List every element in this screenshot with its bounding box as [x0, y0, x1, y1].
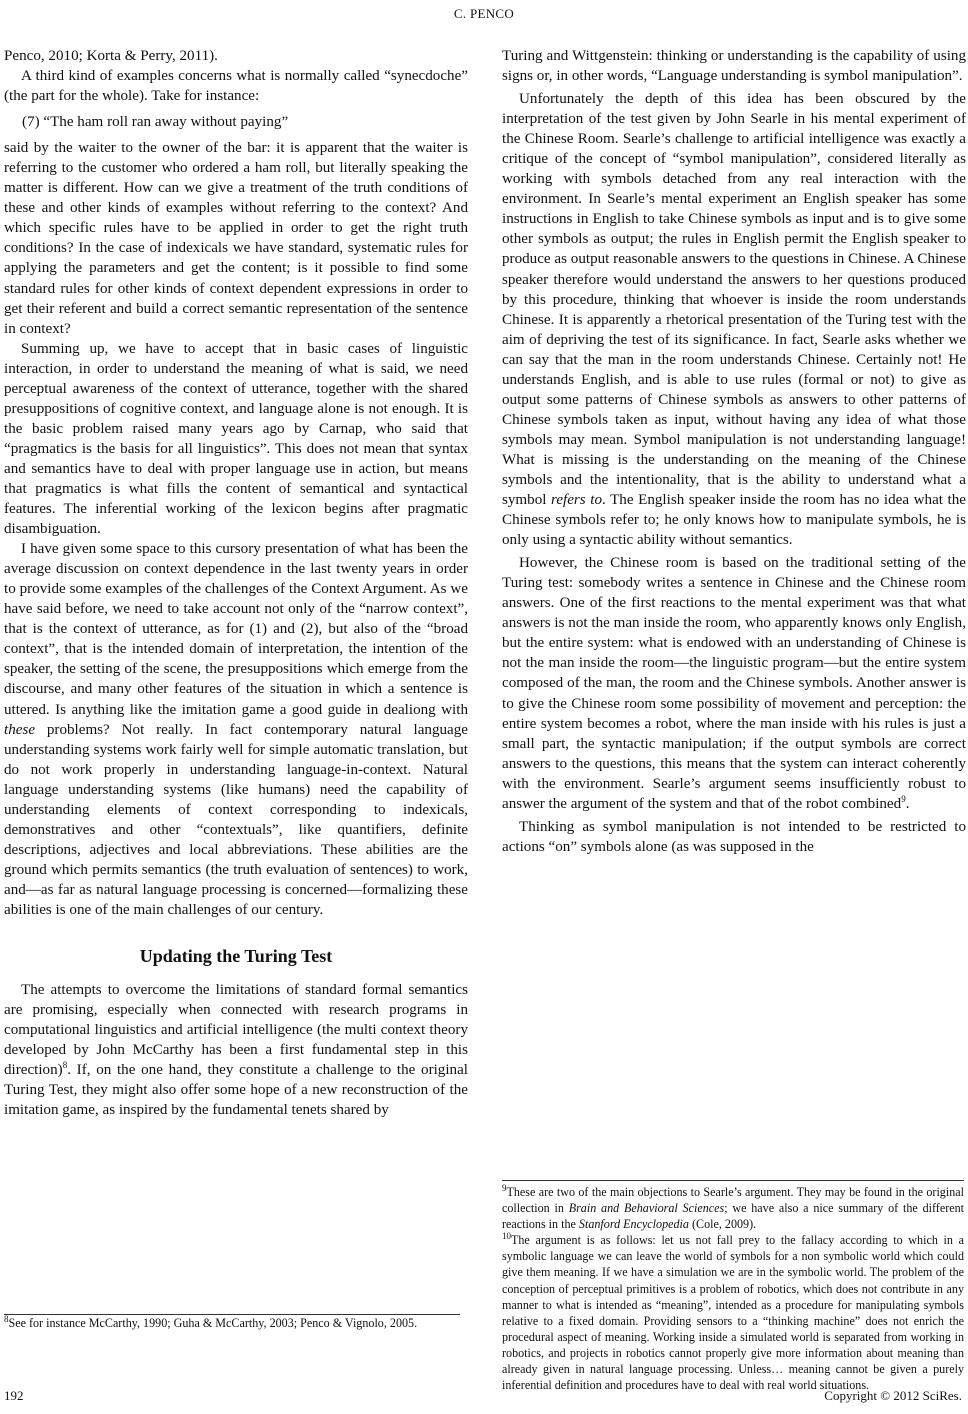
footnote-ref[interactable]: 8 [62, 1060, 68, 1071]
running-head: C. PENCO [453, 6, 515, 21]
paragraph: Summing up, we have to accept that in basic cases of linguistic interaction, in order to understand the meaning of what is said, we need perceptual awareness of the context of utterance, together with the shared presuppositions of cognitive context, and language alone is not enough. It is the basic problem raised many years ago by Carnap, who said that “pragmatics is the basis for all linguistics”. This does not mean that syntax and semantics have to deal with proper language use in action, but means that pragmatics is what fills the content of semantical and syntactical features. The inferential working of the lexicon begins after pragmatic disambiguation. [4, 340, 468, 538]
footnotes-right [502, 1184, 964, 1393]
copyright: Copyright © 2012 SciRes. [824, 1388, 962, 1403]
paragraph: said by the waiter to the owner of the bar: it is apparent that the waiter is referring to the customer who ordered a ham roll, but literally speaking the matter is different. How can we give a treatment of the truth conditions of these and other kinds of examples without referring to the context? And which specific rules have to be applied in order to get the right truth conditions? In the case of indexicals we have standard, systematic rules for applying the parameters and get the content; is it possible to find some standard rules for other kinds of context dependent expressions in order to get their referent and build a correct semantic representation of the sentence in context? [4, 140, 468, 337]
paragraph: Penco, 2010; Korta & Perry, 2011). [4, 48, 218, 64]
example-7: (7) “The ham roll ran away without paying” [22, 114, 289, 131]
paragraph: Thinking as symbol manipulation is not intended to be restricted to actions “on” symbols alone (as was supposed in the [502, 818, 966, 855]
footnote-10: $^{10}$The argument is as follows: let us not fall prey to the fallacy according to which in a symbolic language we can leave the world of symbols for a non symbolic world which could give them meaning. If we have a simulation we are in the symbolic world. The problem of the conception of perceptual primitives is a problem of robotics, which does not contribute in any manner to what is intended as “meaning”, intended as a procedure for manipulating symbols relative to a fixed domain. Providing sensors to a “thinking machine” does not enrich the procedural aspect of meaning. Working inside a simulated world is separated from working in robotics, and projects in robotics cannot properly give more information about meaning than already given in natural language processing. Unless… meaning cannot be given a purely inferential definition and procedures have to deal with real world situations. [502, 1231, 964, 1393]
paragraph: I have given some space to this cursory presentation of what has been the average discussion on context dependence in the last twenty years in order to provide some examples of the challenges of the Context Argument. As we have said before, we need to take account not only of the “narrow context”, that is the context of utterance, as for (1) and (2), but also of the “broad context”, that is the intended domain of interpretation, the intention of the speaker, the setting of the scene, the presuppositions which emerge from the discourse, and many other features of the situation in which a sentence is uttered. Is anything like the imitation game a good guide in dealiong with these problems? Not really. In fact contemporary natural language understanding systems work fairly well for simple automatic translation, but do not work properly in understanding language-in-context. Natural language understanding systems (like humans) need the capability of understanding elements of context corresponding to indexicals, demonstratives and other “contextuals”, like quantifiers, definite descriptions, adjectives and local abbreviations. These abilities are the ground which permits semantics (the truth evaluation of sentences) to work, and—as far as natural language processing is concerned—formalizing these abilities is one of the main challenges of our century. [4, 541, 468, 918]
paragraph: However, the Chinese room is based on the traditional setting of the Turing test: somebody writes a sentence in Chinese and the Chinese room answers. One of the first reactions to the mental experiment was that what answers is not the man inside the room, who apparently knows only English, but the entire system: what is endowed with an understanding of Chinese is not the man inside the room—the linguistic program—but the entire system composed of the man, the room and the Chinese symbols. Another answer is to give the Chinese room some possibility of movement and perception: the entire system becomes a robot, where the man inside with his rules is just a small part, the syntactic manipulation; if the output symbols are correct answers to the questions, this means that the system can interact coherently with the environment. Searle’s argument seems insufficiently robust to answer the argument of the system and that of the robot combined$^9$. [502, 555, 966, 812]
footnote-ref[interactable]: 9 [901, 793, 906, 804]
paragraph: Turing and Wittgenstein: thinking or understanding is the capability of using signs or, in other words, “Language understanding is symbol manipulation”. [502, 48, 966, 85]
paragraph: Unfortunately the depth of this idea has been obscured by the interpretation of the test given by John Searle in his mental experiment of the Chinese Room. Searle’s challenge to artificial intelligence was exactly a critique of the concept of “symbol manipulation”, considered literally as working with symbols detached from any real interaction with the environment. In Searle’s mental experiment an English speaker has some instructions in English to take Chinese symbols as input and is to give some other symbols as output; the rules in English permit the English speaker to produce as output reasonable answers to the questions in Chinese. A Chinese speaker therefore would understand the answers to her questions produced by this procedure, thinking that whoever is inside the room understands Chinese. It is apparently a rhetorical presentation of the Turing test with the aim of depriving the test of its significance. In fact, Searle asks whether we can say that the man in the room understands Chinese. Certainly not! He understands English, and is able to use rules (formal or not) to give as output some patterns of Chinese symbols as answers to other patterns of Chinese symbols taken as input, without having any idea of what those symbols may mean. Symbol manipulation is not understanding language! What is missing is the understanding on the meaning of the Chinese symbols and the intentionality, that is the ability to understand what a symbol refers to. The English speaker inside the room has no idea what the Chinese symbols refer to; he only knows how to manipulate symbols, he is only using a syntactic ability without semantics. [502, 91, 966, 549]
page-number: 192 [4, 1388, 24, 1403]
footnote-9: $^9$These are two of the main objections to Searle’s argument. They may be found in the original collection in Brain and Behavioral Sciences; we have also a nice summary of the different reactions in the Stanford Encyclopedia (Cole, 2009). [502, 1182, 964, 1232]
left-column [4, 46, 468, 1120]
right-column [502, 46, 966, 857]
paragraph: The attempts to overcome the limitations of standard formal semantics are promising, especially when connected with research programs in computational linguistics and artificial intelligence (the multi context theory developed by John McCarthy has been a first fundamental step in this direction)$^8$. If, on the one hand, they constitute a challenge to the original Turing Test, they might also offer some hope of a new reconstruction of the imitation game, as inspired by the fundamental tenets shared by [4, 982, 468, 1119]
paragraph: A third kind of examples concerns what is normally called “synecdoche” (the part for the whole). Take for instance: [4, 68, 468, 105]
footnote-8: $^8$See for instance McCarthy, 1990; Guha & McCarthy, 2003; Penco & Vignolo, 2005. [4, 1314, 460, 1331]
footnote-rule [502, 1180, 964, 1181]
section-title: Updating the Turing Test [139, 946, 333, 967]
